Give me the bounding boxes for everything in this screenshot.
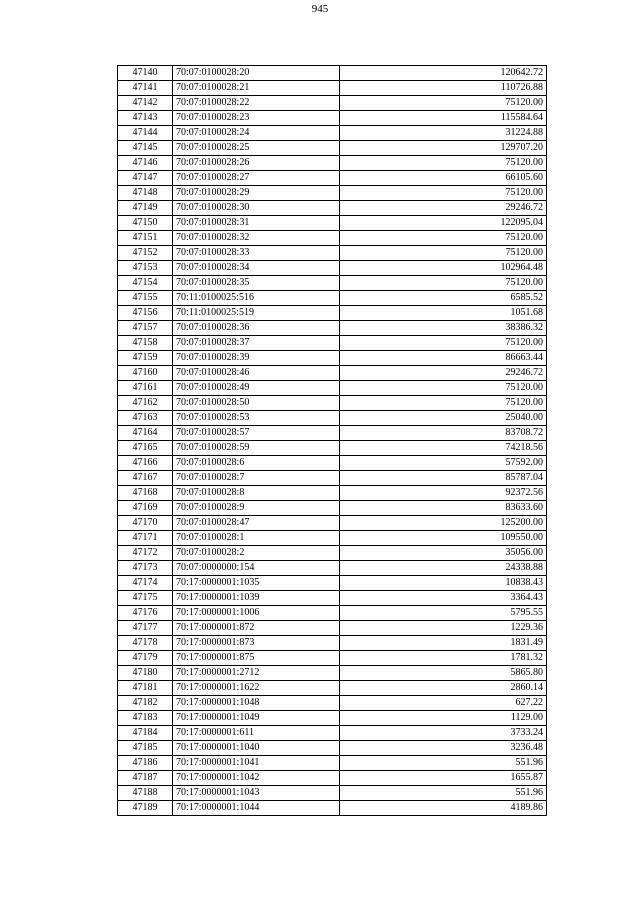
table-row: [118, 531, 547, 546]
value-cell: 1051.68: [340, 306, 547, 321]
row-number-cell: 47175: [118, 591, 173, 606]
row-number-cell: 47151: [118, 231, 173, 246]
cadastral-number-cell: 70:11:0100025:519: [173, 306, 340, 321]
table-row: [118, 246, 547, 261]
cadastral-number-cell: 70:17:0000001:1041: [173, 756, 340, 771]
value-cell: 5865.80: [340, 666, 547, 681]
cadastral-number-cell: 70:07:0100028:32: [173, 231, 340, 246]
cadastral-number-cell: 70:17:0000001:1048: [173, 696, 340, 711]
cadastral-number-cell: 70:17:0000001:1006: [173, 606, 340, 621]
table-row: [118, 636, 547, 651]
table-row: [118, 561, 547, 576]
cadastral-number-cell: 70:07:0100028:8: [173, 486, 340, 501]
value-cell: 627.22: [340, 696, 547, 711]
row-number-cell: 47170: [118, 516, 173, 531]
value-cell: 29246.72: [340, 201, 547, 216]
cadastral-number-cell: 70:07:0100028:1: [173, 531, 340, 546]
table-row: [118, 711, 547, 726]
value-cell: 129707.20: [340, 141, 547, 156]
value-cell: 75120.00: [340, 396, 547, 411]
cadastral-number-cell: 70:07:0100028:30: [173, 201, 340, 216]
row-number-cell: 47154: [118, 276, 173, 291]
row-number-cell: 47163: [118, 411, 173, 426]
table-row: [118, 471, 547, 486]
table-row: [118, 276, 547, 291]
value-cell: 6585.52: [340, 291, 547, 306]
value-cell: 83708.72: [340, 426, 547, 441]
row-number-cell: 47184: [118, 726, 173, 741]
table-row: [118, 201, 547, 216]
value-cell: 25040.00: [340, 411, 547, 426]
value-cell: 3733.24: [340, 726, 547, 741]
cadastral-number-cell: 70:17:0000001:2712: [173, 666, 340, 681]
row-number-cell: 47176: [118, 606, 173, 621]
cadastral-number-cell: 70:07:0100028:31: [173, 216, 340, 231]
value-cell: 1129.00: [340, 711, 547, 726]
value-cell: 110726.88: [340, 81, 547, 96]
value-cell: 4189.86: [340, 801, 547, 816]
row-number-cell: 47177: [118, 621, 173, 636]
cadastral-number-cell: 70:07:0100028:47: [173, 516, 340, 531]
row-number-cell: 47145: [118, 141, 173, 156]
table-row: [118, 186, 547, 201]
row-number-cell: 47186: [118, 756, 173, 771]
table-row: [118, 786, 547, 801]
value-cell: 85787.04: [340, 471, 547, 486]
cadastral-number-cell: 70:07:0100028:6: [173, 456, 340, 471]
cadastral-number-cell: 70:07:0100028:2: [173, 546, 340, 561]
row-number-cell: 47144: [118, 126, 173, 141]
value-cell: 75120.00: [340, 156, 547, 171]
value-cell: 120642.72: [340, 66, 547, 81]
value-cell: 102964.48: [340, 261, 547, 276]
value-cell: 75120.00: [340, 231, 547, 246]
cadastral-number-cell: 70:07:0100028:21: [173, 81, 340, 96]
row-number-cell: 47150: [118, 216, 173, 231]
cadastral-number-cell: 70:07:0100028:23: [173, 111, 340, 126]
value-cell: 35056.00: [340, 546, 547, 561]
cadastral-number-cell: 70:07:0100028:20: [173, 66, 340, 81]
value-cell: 1655.87: [340, 771, 547, 786]
row-number-cell: 47159: [118, 351, 173, 366]
table-row: [118, 741, 547, 756]
cadastral-number-cell: 70:17:0000001:1049: [173, 711, 340, 726]
row-number-cell: 47172: [118, 546, 173, 561]
table-row: [118, 261, 547, 276]
value-cell: 29246.72: [340, 366, 547, 381]
row-number-cell: 47178: [118, 636, 173, 651]
table-row: [118, 171, 547, 186]
row-number-cell: 47189: [118, 801, 173, 816]
row-number-cell: 47182: [118, 696, 173, 711]
table-row: [118, 621, 547, 636]
row-number-cell: 47155: [118, 291, 173, 306]
row-number-cell: 47173: [118, 561, 173, 576]
cadastral-number-cell: 70:07:0100028:25: [173, 141, 340, 156]
table-row: [118, 756, 547, 771]
cadastral-number-cell: 70:07:0100028:26: [173, 156, 340, 171]
value-cell: 86663.44: [340, 351, 547, 366]
table-row: [118, 366, 547, 381]
cadastral-number-cell: 70:17:0000001:873: [173, 636, 340, 651]
table-row: [118, 681, 547, 696]
row-number-cell: 47140: [118, 66, 173, 81]
cadastral-number-cell: 70:07:0100028:34: [173, 261, 340, 276]
row-number-cell: 47161: [118, 381, 173, 396]
row-number-cell: 47141: [118, 81, 173, 96]
cadastral-number-cell: 70:11:0100025:516: [173, 291, 340, 306]
cadastral-number-cell: 70:17:0000001:872: [173, 621, 340, 636]
table-row: [118, 66, 547, 81]
table-row: [118, 141, 547, 156]
table-row: [118, 231, 547, 246]
cadastral-number-cell: 70:07:0100028:39: [173, 351, 340, 366]
cadastral-number-cell: 70:07:0100028:24: [173, 126, 340, 141]
row-number-cell: 47166: [118, 456, 173, 471]
value-cell: 75120.00: [340, 186, 547, 201]
value-cell: 5795.55: [340, 606, 547, 621]
row-number-cell: 47157: [118, 321, 173, 336]
cadastral-number-cell: 70:07:0100028:57: [173, 426, 340, 441]
page-number: 945: [311, 3, 329, 15]
value-cell: 551.96: [340, 756, 547, 771]
value-cell: 1229.36: [340, 621, 547, 636]
row-number-cell: 47142: [118, 96, 173, 111]
value-cell: 115584.64: [340, 111, 547, 126]
cadastral-number-cell: 70:07:0100028:46: [173, 366, 340, 381]
cadastral-number-cell: 70:07:0100028:7: [173, 471, 340, 486]
row-number-cell: 47160: [118, 366, 173, 381]
value-cell: 57592.00: [340, 456, 547, 471]
row-number-cell: 47179: [118, 651, 173, 666]
table-row: [118, 606, 547, 621]
cadastral-number-cell: 70:17:0000001:1622: [173, 681, 340, 696]
table-row: [118, 321, 547, 336]
row-number-cell: 47168: [118, 486, 173, 501]
table-row: [118, 216, 547, 231]
row-number-cell: 47169: [118, 501, 173, 516]
value-cell: 3236.48: [340, 741, 547, 756]
value-cell: 38386.32: [340, 321, 547, 336]
table-row: [118, 696, 547, 711]
row-number-cell: 47158: [118, 336, 173, 351]
cadastral-number-cell: 70:07:0100028:27: [173, 171, 340, 186]
row-number-cell: 47174: [118, 576, 173, 591]
cadastral-number-cell: 70:17:0000001:1039: [173, 591, 340, 606]
row-number-cell: 47181: [118, 681, 173, 696]
table-row: [118, 81, 547, 96]
table-row: [118, 126, 547, 141]
cadastral-number-cell: 70:17:0000001:1040: [173, 741, 340, 756]
row-number-cell: 47164: [118, 426, 173, 441]
cadastral-number-cell: 70:17:0000001:611: [173, 726, 340, 741]
value-cell: 31224.88: [340, 126, 547, 141]
row-number-cell: 47183: [118, 711, 173, 726]
value-cell: 75120.00: [340, 276, 547, 291]
value-cell: 75120.00: [340, 381, 547, 396]
row-number-cell: 47143: [118, 111, 173, 126]
value-cell: 10838.43: [340, 576, 547, 591]
value-cell: 92372.56: [340, 486, 547, 501]
table-row: [118, 546, 547, 561]
value-cell: 551.96: [340, 786, 547, 801]
row-number-cell: 47148: [118, 186, 173, 201]
row-number-cell: 47185: [118, 741, 173, 756]
table-row: [118, 516, 547, 531]
value-cell: 3364.43: [340, 591, 547, 606]
cadastral-number-cell: 70:07:0100028:35: [173, 276, 340, 291]
table-row: [118, 396, 547, 411]
cadastral-number-cell: 70:07:0000000:154: [173, 561, 340, 576]
cadastral-number-cell: 70:07:0100028:49: [173, 381, 340, 396]
value-cell: 125200.00: [340, 516, 547, 531]
cadastral-number-cell: 70:17:0000001:1042: [173, 771, 340, 786]
row-number-cell: 47167: [118, 471, 173, 486]
value-cell: 2860.14: [340, 681, 547, 696]
cadastral-number-cell: 70:17:0000001:1043: [173, 786, 340, 801]
cadastral-number-cell: 70:17:0000001:875: [173, 651, 340, 666]
table-row: [118, 666, 547, 681]
value-cell: 122095.04: [340, 216, 547, 231]
row-number-cell: 47149: [118, 201, 173, 216]
cadastral-number-cell: 70:07:0100028:50: [173, 396, 340, 411]
table-row: [118, 381, 547, 396]
value-cell: 75120.00: [340, 336, 547, 351]
value-cell: 75120.00: [340, 246, 547, 261]
table-row: [118, 456, 547, 471]
cadastral-number-cell: 70:07:0100028:33: [173, 246, 340, 261]
row-number-cell: 47162: [118, 396, 173, 411]
value-cell: 74218.56: [340, 441, 547, 456]
table-row: [118, 726, 547, 741]
value-cell: 109550.00: [340, 531, 547, 546]
value-cell: 83633.60: [340, 501, 547, 516]
table-row: [118, 441, 547, 456]
table-row: [118, 426, 547, 441]
value-cell: 75120.00: [340, 96, 547, 111]
cadastral-number-cell: 70:07:0100028:36: [173, 321, 340, 336]
table-row: [118, 306, 547, 321]
cadastral-number-cell: 70:17:0000001:1035: [173, 576, 340, 591]
cadastral-number-cell: 70:07:0100028:22: [173, 96, 340, 111]
row-number-cell: 47187: [118, 771, 173, 786]
table-row: [118, 156, 547, 171]
row-number-cell: 47153: [118, 261, 173, 276]
value-cell: 24338.88: [340, 561, 547, 576]
row-number-cell: 47180: [118, 666, 173, 681]
table-row: [118, 771, 547, 786]
table-row: [118, 651, 547, 666]
table-row: [118, 351, 547, 366]
table-row: [118, 801, 547, 816]
table-row: [118, 96, 547, 111]
row-number-cell: 47188: [118, 786, 173, 801]
row-number-cell: 47156: [118, 306, 173, 321]
cadastral-number-cell: 70:07:0100028:37: [173, 336, 340, 351]
table-row: [118, 336, 547, 351]
value-cell: 66105.60: [340, 171, 547, 186]
cadastral-number-cell: 70:17:0000001:1044: [173, 801, 340, 816]
cadastral-number-cell: 70:07:0100028:29: [173, 186, 340, 201]
value-cell: 1831.49: [340, 636, 547, 651]
table-row: [118, 591, 547, 606]
table-row: [118, 486, 547, 501]
cadastral-number-cell: 70:07:0100028:9: [173, 501, 340, 516]
table-row: [118, 291, 547, 306]
value-cell: 1781.32: [340, 651, 547, 666]
table-body: [118, 66, 547, 816]
row-number-cell: 47171: [118, 531, 173, 546]
table-row: [118, 111, 547, 126]
table-row: [118, 576, 547, 591]
row-number-cell: 47165: [118, 441, 173, 456]
cadastral-number-cell: 70:07:0100028:53: [173, 411, 340, 426]
table-row: [118, 411, 547, 426]
row-number-cell: 47152: [118, 246, 173, 261]
row-number-cell: 47146: [118, 156, 173, 171]
row-number-cell: 47147: [118, 171, 173, 186]
table-row: [118, 501, 547, 516]
cadastral-number-cell: 70:07:0100028:59: [173, 441, 340, 456]
data-table: [117, 65, 547, 816]
